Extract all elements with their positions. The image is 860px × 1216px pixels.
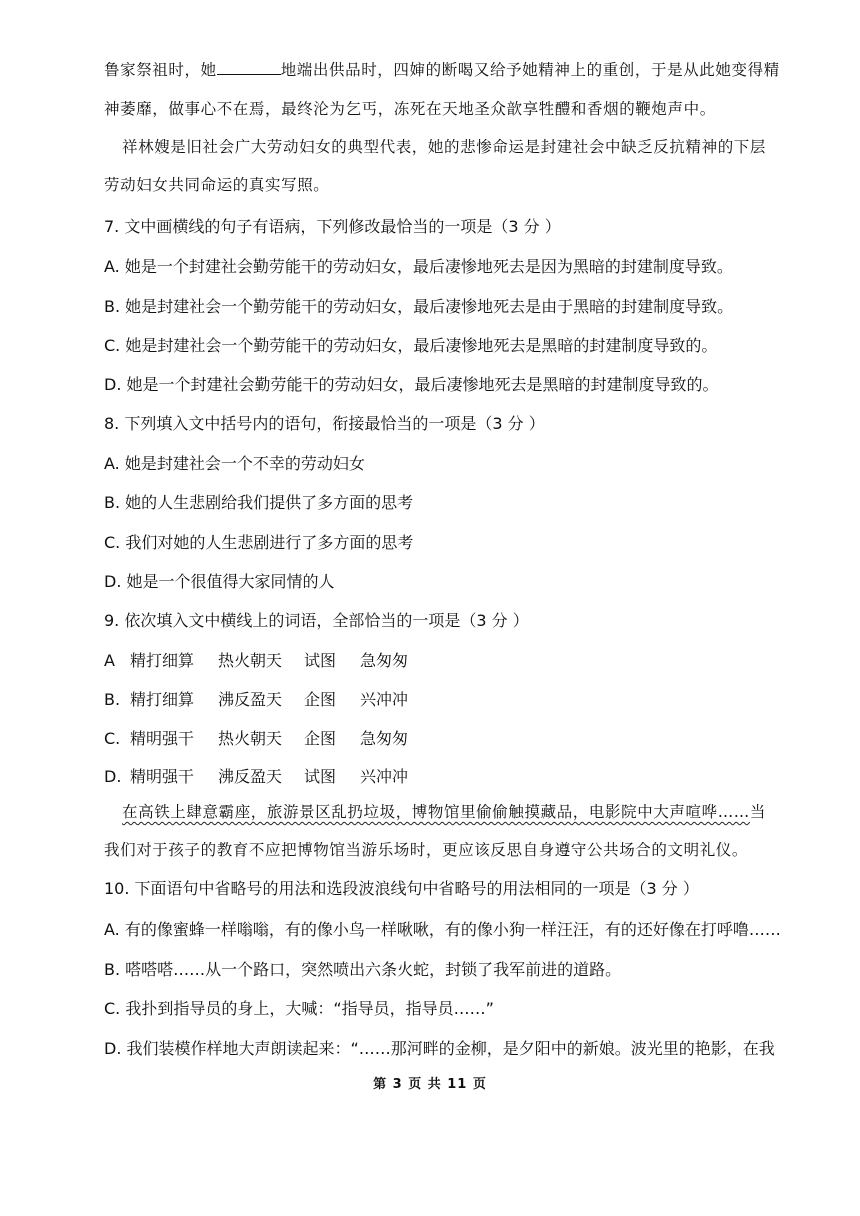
option-word: 企图 <box>304 729 337 748</box>
option-word: 沸反盈天 <box>218 767 283 786</box>
option-word: 精明强干 <box>130 767 195 786</box>
question-7-option-d: D. 她是一个封建社会勤劳能干的劳动妇女，最后凄惨地死去是黑暗的封建制度导致的。 <box>104 375 719 394</box>
option-label: C. <box>104 729 121 748</box>
passage-line-2: 神萎靡，做事心不在焉，最终沦为乞丐，冻死在天地圣众歆享牲醴和香烟的鞭炮声中。 <box>104 100 716 118</box>
passage-text: 地端出供品时，四婶的断喝又给予她精神上的重创，于是从此她变得精 <box>280 61 780 79</box>
question-8-option-d: D. 她是一个很值得大家同情的人 <box>104 572 335 591</box>
question-9-stem: 9. 依次填入文中横线上的词语，全部恰当的一项是（3 分 ） <box>104 611 529 630</box>
option-word: 热火朝天 <box>218 651 283 670</box>
question-7-option-a: A. 她是一个封建社会勤劳能干的劳动妇女，最后凄惨地死去是因为黑暗的封建制度导致。 <box>104 257 733 276</box>
question-10-option-a: A. 有的像蜜蜂一样嗡嗡，有的像小鸟一样啾啾，有的像小狗一样汪汪，有的还好像在打呼噜…… <box>104 920 781 939</box>
question-8-option-b: B. 她的人生悲剧给我们提供了多方面的思考 <box>104 493 414 512</box>
question-9-option-a <box>104 651 408 671</box>
option-word: 热火朝天 <box>218 729 283 748</box>
question-7-stem: 7. 文中画横线的句子有语病，下列修改最恰当的一项是（3 分 ） <box>104 217 561 236</box>
option-word: 试图 <box>304 651 337 670</box>
option-word: 沸反盈天 <box>218 690 283 709</box>
option-label: B. <box>104 690 121 709</box>
option-label: D. <box>104 767 122 786</box>
option-word: 企图 <box>304 690 337 709</box>
passage-text: 鲁家祭祖时，她 <box>104 61 217 79</box>
passage2-line-1 <box>122 802 766 822</box>
option-word: 精打细算 <box>130 690 195 709</box>
option-word: 急匆匆 <box>360 729 409 748</box>
question-9-option-c <box>104 729 408 749</box>
question-7-option-b: B. 她是封建社会一个勤劳能干的劳动妇女，最后凄惨地死去是由于黑暗的封建制度导致。 <box>104 297 734 316</box>
question-8-option-a: A. 她是封建社会一个不幸的劳动妇女 <box>104 454 365 473</box>
question-8-stem: 8. 下列填入文中括号内的语句，衔接最恰当的一项是（3 分 ） <box>104 414 545 433</box>
option-word: 急匆匆 <box>360 651 409 670</box>
question-9-option-b <box>104 690 408 710</box>
option-word: 兴冲冲 <box>360 690 409 709</box>
option-word: 精明强干 <box>130 729 195 748</box>
question-10-option-d: D. 我们装模作样地大声朗读起来：“……那河畔的金柳，是夕阳中的新娘。波光里的艳影，在我 <box>104 1039 775 1058</box>
option-label: A <box>104 651 115 670</box>
page-number: 第 3 页 共 11 页 <box>373 1077 487 1092</box>
question-7-option-c: C. 她是封建社会一个勤劳能干的劳动妇女，最后凄惨地死去是黑暗的封建制度导致的。 <box>104 336 718 355</box>
passage-line-1 <box>104 60 780 80</box>
question-10-stem: 10. 下面语句中省略号的用法和选段波浪线句中省略号的用法相同的一项是（3 分 ） <box>104 879 699 898</box>
question-10-option-b: B. 嗒嗒嗒……从一个路口，突然喷出六条火蛇，封锁了我军前进的道路。 <box>104 960 622 979</box>
wavy-underlined-sentence: 在高铁上肆意霸座，旅游景区乱扔垃圾，博物馆里偷偷触摸藏品，电影院中大声喧哗…… <box>122 803 750 821</box>
passage-text: 当 <box>749 803 767 821</box>
question-10-option-c: C. 我扑到指导员的身上，大喊：“指导员，指导员……” <box>104 999 494 1018</box>
option-word: 精打细算 <box>130 651 195 670</box>
option-word: 试图 <box>304 767 337 786</box>
question-9-option-d <box>104 767 408 787</box>
fill-blank <box>217 60 281 75</box>
passage-line-3: 祥林嫂是旧社会广大劳动妇女的典型代表，她的悲惨命运是封建社会中缺乏反抗精神的下层 <box>122 138 767 156</box>
passage2-line-2: 我们对于孩子的教育不应把博物馆当游乐场时，更应该反思自身遵守公共场合的文明礼仪。 <box>104 841 749 859</box>
option-word: 兴冲冲 <box>360 767 409 786</box>
passage-line-4: 劳动妇女共同命运的真实写照。 <box>104 176 330 194</box>
question-8-option-c: C. 我们对她的人生悲剧进行了多方面的思考 <box>104 533 414 552</box>
